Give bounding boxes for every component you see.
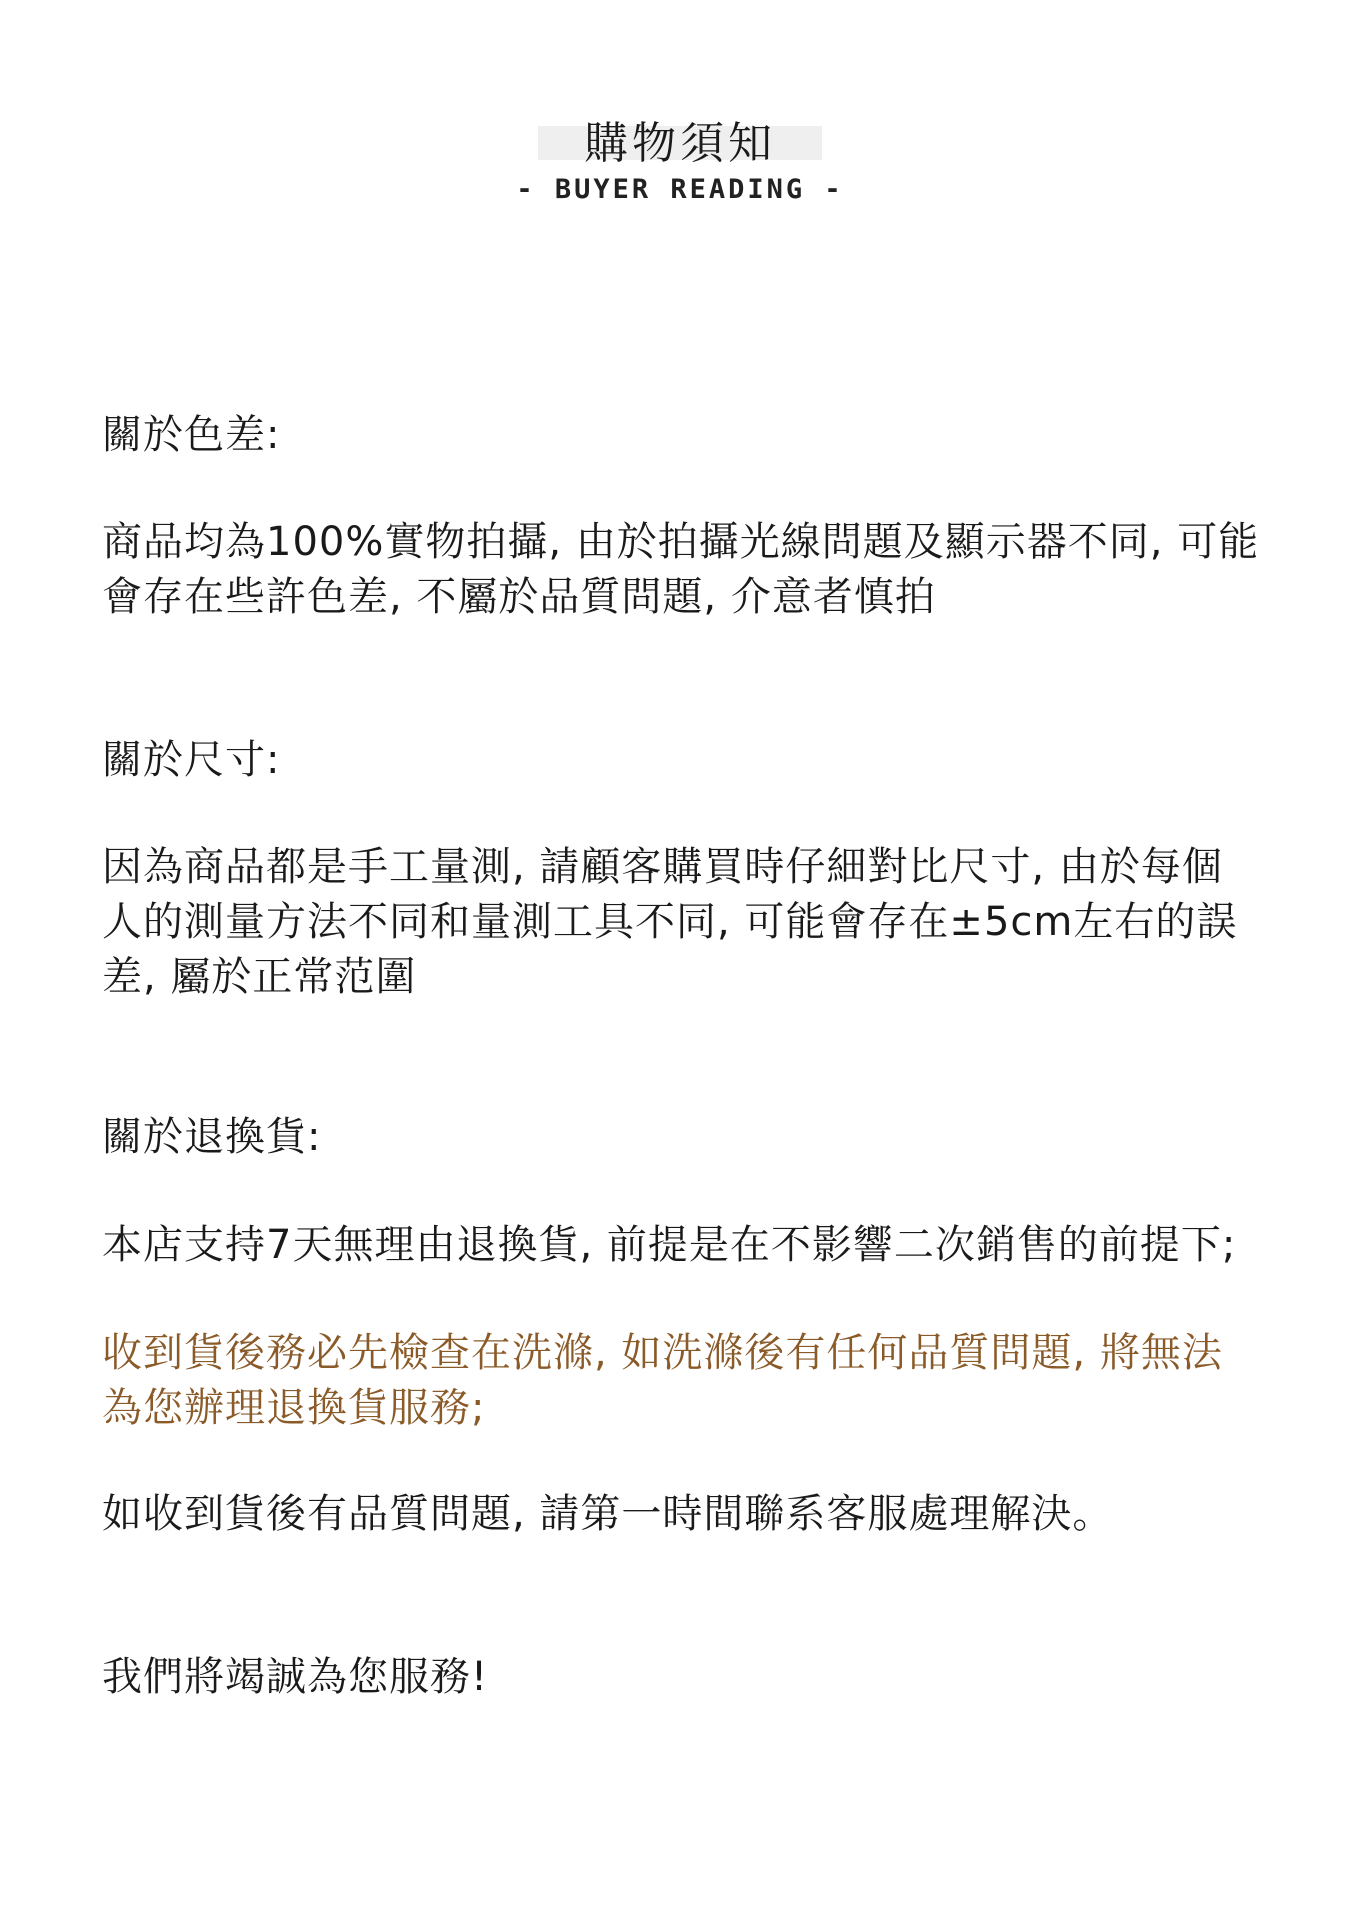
returns-warning <box>102 1326 1302 1436</box>
size-paragraph <box>102 840 1302 1005</box>
page-title: 購物須知 <box>584 118 776 169</box>
page-subtitle: - BUYER READING - <box>516 174 844 205</box>
size-line: 差, 屬於正常范圍 <box>102 954 417 1000</box>
returns-contact: 如收到貨後有品質問題, 請第一時間聯系客服處理解決。 <box>102 1491 1114 1537</box>
size-heading: 關於尺寸: <box>102 737 281 783</box>
warning-line: 收到貨後務必先檢查在洗滌, 如洗滌後有任何品質問題, 將無法 <box>102 1330 1223 1376</box>
color-paragraph <box>102 515 1302 625</box>
color-line: 會存在些許色差, 不屬於品質問題, 介意者慎拍 <box>102 574 936 620</box>
closing-message: 我們將竭誠為您服務! <box>102 1654 489 1700</box>
returns-policy: 本店支持7天無理由退換貨, 前提是在不影響二次銷售的前提下; <box>102 1222 1237 1268</box>
color-line: 商品均為100%實物拍攝, 由於拍攝光線問題及顯示器不同, 可能 <box>102 519 1260 565</box>
size-line: 因為商品都是手工量測, 請顧客購買時仔細對比尺寸, 由於每個 <box>102 844 1223 890</box>
warning-line: 為您辦理退換貨服務; <box>102 1385 486 1431</box>
title-block <box>538 118 822 170</box>
page-header <box>0 118 1360 205</box>
returns-heading: 關於退換貨: <box>102 1114 322 1160</box>
color-heading: 關於色差: <box>102 412 281 458</box>
size-line: 人的測量方法不同和量測工具不同, 可能會存在±5cm左右的誤 <box>102 899 1238 945</box>
